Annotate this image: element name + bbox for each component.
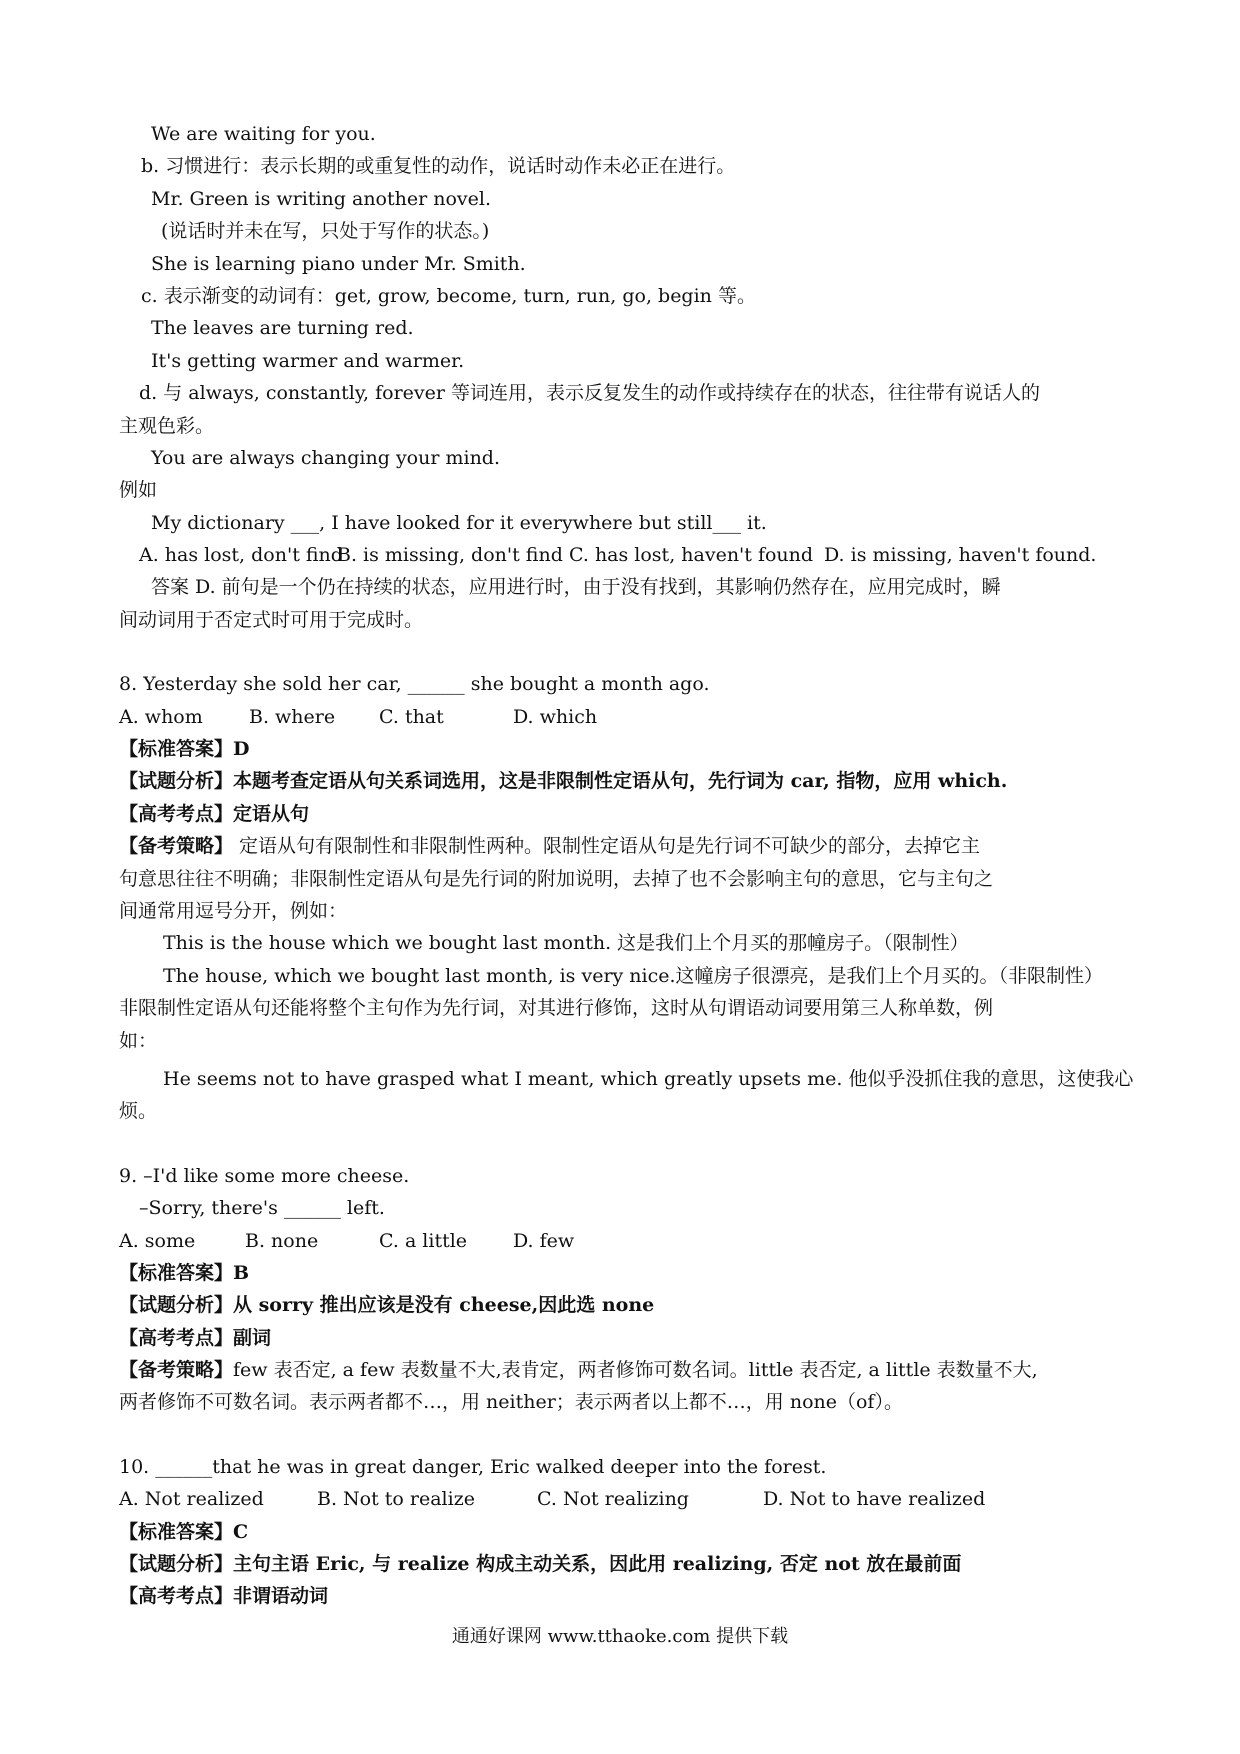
example-sentence: The leaves are turning red. — [151, 317, 414, 340]
q8-example-whole-clause: He seems not to have grasped what I meant, which greatly upsets me. 他似乎没抓住我的意思，这使我心 — [163, 1067, 1134, 1090]
q9-answer: 【标准答案】B — [119, 1261, 250, 1284]
q9-strategy-line2: 两者修饰不可数名词。表示两者都不…，用 neither；表示两者以上都不…，用 none（of）。 — [119, 1391, 903, 1414]
strategy-text: 定语从句有限制性和非限制性两种。限制性定语从句是先行词不可缺少的部分，去掉它主 — [233, 835, 981, 858]
q9-option-a: A. some — [119, 1229, 196, 1252]
q9-strategy — [119, 1354, 1129, 1386]
q10-analysis: 【试题分析】主句主语 Eric, 与 realize 构成主动关系，因此用 realizing, 否定 not 放在最前面 — [119, 1553, 962, 1576]
q10-option-c: C. Not realizing — [537, 1488, 689, 1511]
q10-question: 10. ______that he was in great danger, Eric walked deeper into the forest. — [119, 1455, 827, 1478]
rule-d: d. 与 always, constantly, forever 等词连用，表示反复发生的动作或持续存在的状态，往往带有说话人的 — [139, 382, 1041, 405]
q8-analysis: 【试题分析】本题考查定语从句关系词选用，这是非限制性定语从句，先行词为 car, 指物，应用 which. — [119, 770, 1008, 793]
q8-answer: 【标准答案】D — [119, 738, 250, 761]
example-options — [119, 539, 1129, 571]
page-content — [119, 118, 1134, 1613]
q8-note: 非限制性定语从句还能将整个主句作为先行词，对其进行修饰，这时从句谓语动词要用第三人称单数，例 — [119, 997, 994, 1020]
q8-option-d: D. which — [513, 705, 598, 728]
q10-exam-point: 【高考考点】非谓语动词 — [119, 1585, 329, 1608]
q8-option-a: A. whom — [119, 705, 203, 728]
option-b: B. is missing, don't find — [337, 544, 563, 567]
example-sentence: Mr. Green is writing another novel. — [151, 187, 492, 210]
strategy-label: 【备考策略】 — [119, 835, 234, 858]
q8-example-whole-clause-continued: 烦。 — [119, 1100, 158, 1123]
q8-strategy-line2: 句意思往往不明确；非限制性定语从句是先行词的附加说明，去掉了也不会影响主句的意思，它与主句之 — [119, 867, 994, 890]
rule-d-continued: 主观色彩。 — [119, 414, 215, 437]
q9-options — [119, 1225, 1129, 1257]
q8-question: 8. Yesterday she sold her car, ______ she bought a month ago. — [119, 673, 710, 696]
q8-note-continued: 如： — [119, 1029, 158, 1052]
q8-option-b: B. where — [249, 705, 336, 728]
q8-options — [119, 701, 1129, 733]
q10-option-b: B. Not to realize — [317, 1488, 475, 1511]
strategy-text: few 表否定, a few 表数量不大,表肯定，两者修饰可数名词。little 表否定, a little 表数量不大, — [233, 1359, 1038, 1382]
q8-option-c: C. that — [379, 705, 444, 728]
q10-option-d: D. Not to have realized — [763, 1488, 986, 1511]
example-heading: 例如 — [119, 479, 158, 502]
example-question: My dictionary ___, I have looked for it everywhere but still___ it. — [151, 511, 767, 534]
option-a: A. has lost, don't find — [139, 544, 343, 567]
q8-example-restrictive: This is the house which we bought last month. 这是我们上个月买的那幢房子。（限制性） — [163, 932, 969, 955]
example-sentence: She is learning piano under Mr. Smith. — [151, 252, 526, 275]
example-answer: 答案 D. 前句是一个仍在持续的状态，应用进行时，由于没有找到，其影响仍然存在，应用完成时，瞬 — [151, 576, 1001, 599]
page-footer: 通通好课网 www.tthaoke.com 提供下载 — [451, 1626, 789, 1647]
strategy-label: 【备考策略】 — [119, 1359, 234, 1382]
q9-option-c: C. a little — [379, 1229, 468, 1252]
q8-strategy — [119, 830, 1129, 862]
q10-option-a: A. Not realized — [119, 1488, 264, 1511]
q8-strategy-line3: 间通常用逗号分开，例如： — [119, 899, 348, 922]
q9-option-b: B. none — [245, 1229, 319, 1252]
option-d: D. is missing, haven't found. — [824, 544, 1097, 567]
example-sentence: It's getting warmer and warmer. — [151, 349, 465, 372]
q10-answer: 【标准答案】C — [119, 1520, 249, 1543]
q9-analysis: 【试题分析】从 sorry 推出应该是没有 cheese,因此选 none — [119, 1294, 655, 1317]
rule-c: c. 表示渐变的动词有：get, grow, become, turn, run, go, begin 等。 — [141, 284, 756, 307]
q9-exam-point: 【高考考点】副词 — [119, 1326, 272, 1349]
q8-example-nonrestrictive: The house, which we bought last month, is very nice.这幢房子很漂亮，是我们上个月买的。（非限制性） — [163, 964, 1104, 987]
example-answer-continued: 间动词用于否定式时可用于完成时。 — [119, 608, 424, 631]
example-note: (说话时并未在写，只处于写作的状态。) — [161, 220, 490, 243]
example-sentence: You are always changing your mind. — [151, 446, 501, 469]
example-sentence: We are waiting for you. — [151, 123, 376, 145]
q8-exam-point: 【高考考点】定语从句 — [119, 802, 310, 825]
q9-question: 9. –I'd like some more cheese. — [119, 1164, 410, 1187]
rule-b: b. 习惯进行：表示长期的或重复性的动作，说话时动作未必正在进行。 — [141, 155, 736, 178]
q10-options — [119, 1483, 1129, 1515]
q9-option-d: D. few — [513, 1229, 575, 1252]
option-c: C. has lost, haven't found — [569, 544, 814, 567]
q9-reply: –Sorry, there's ______ left. — [139, 1197, 385, 1220]
